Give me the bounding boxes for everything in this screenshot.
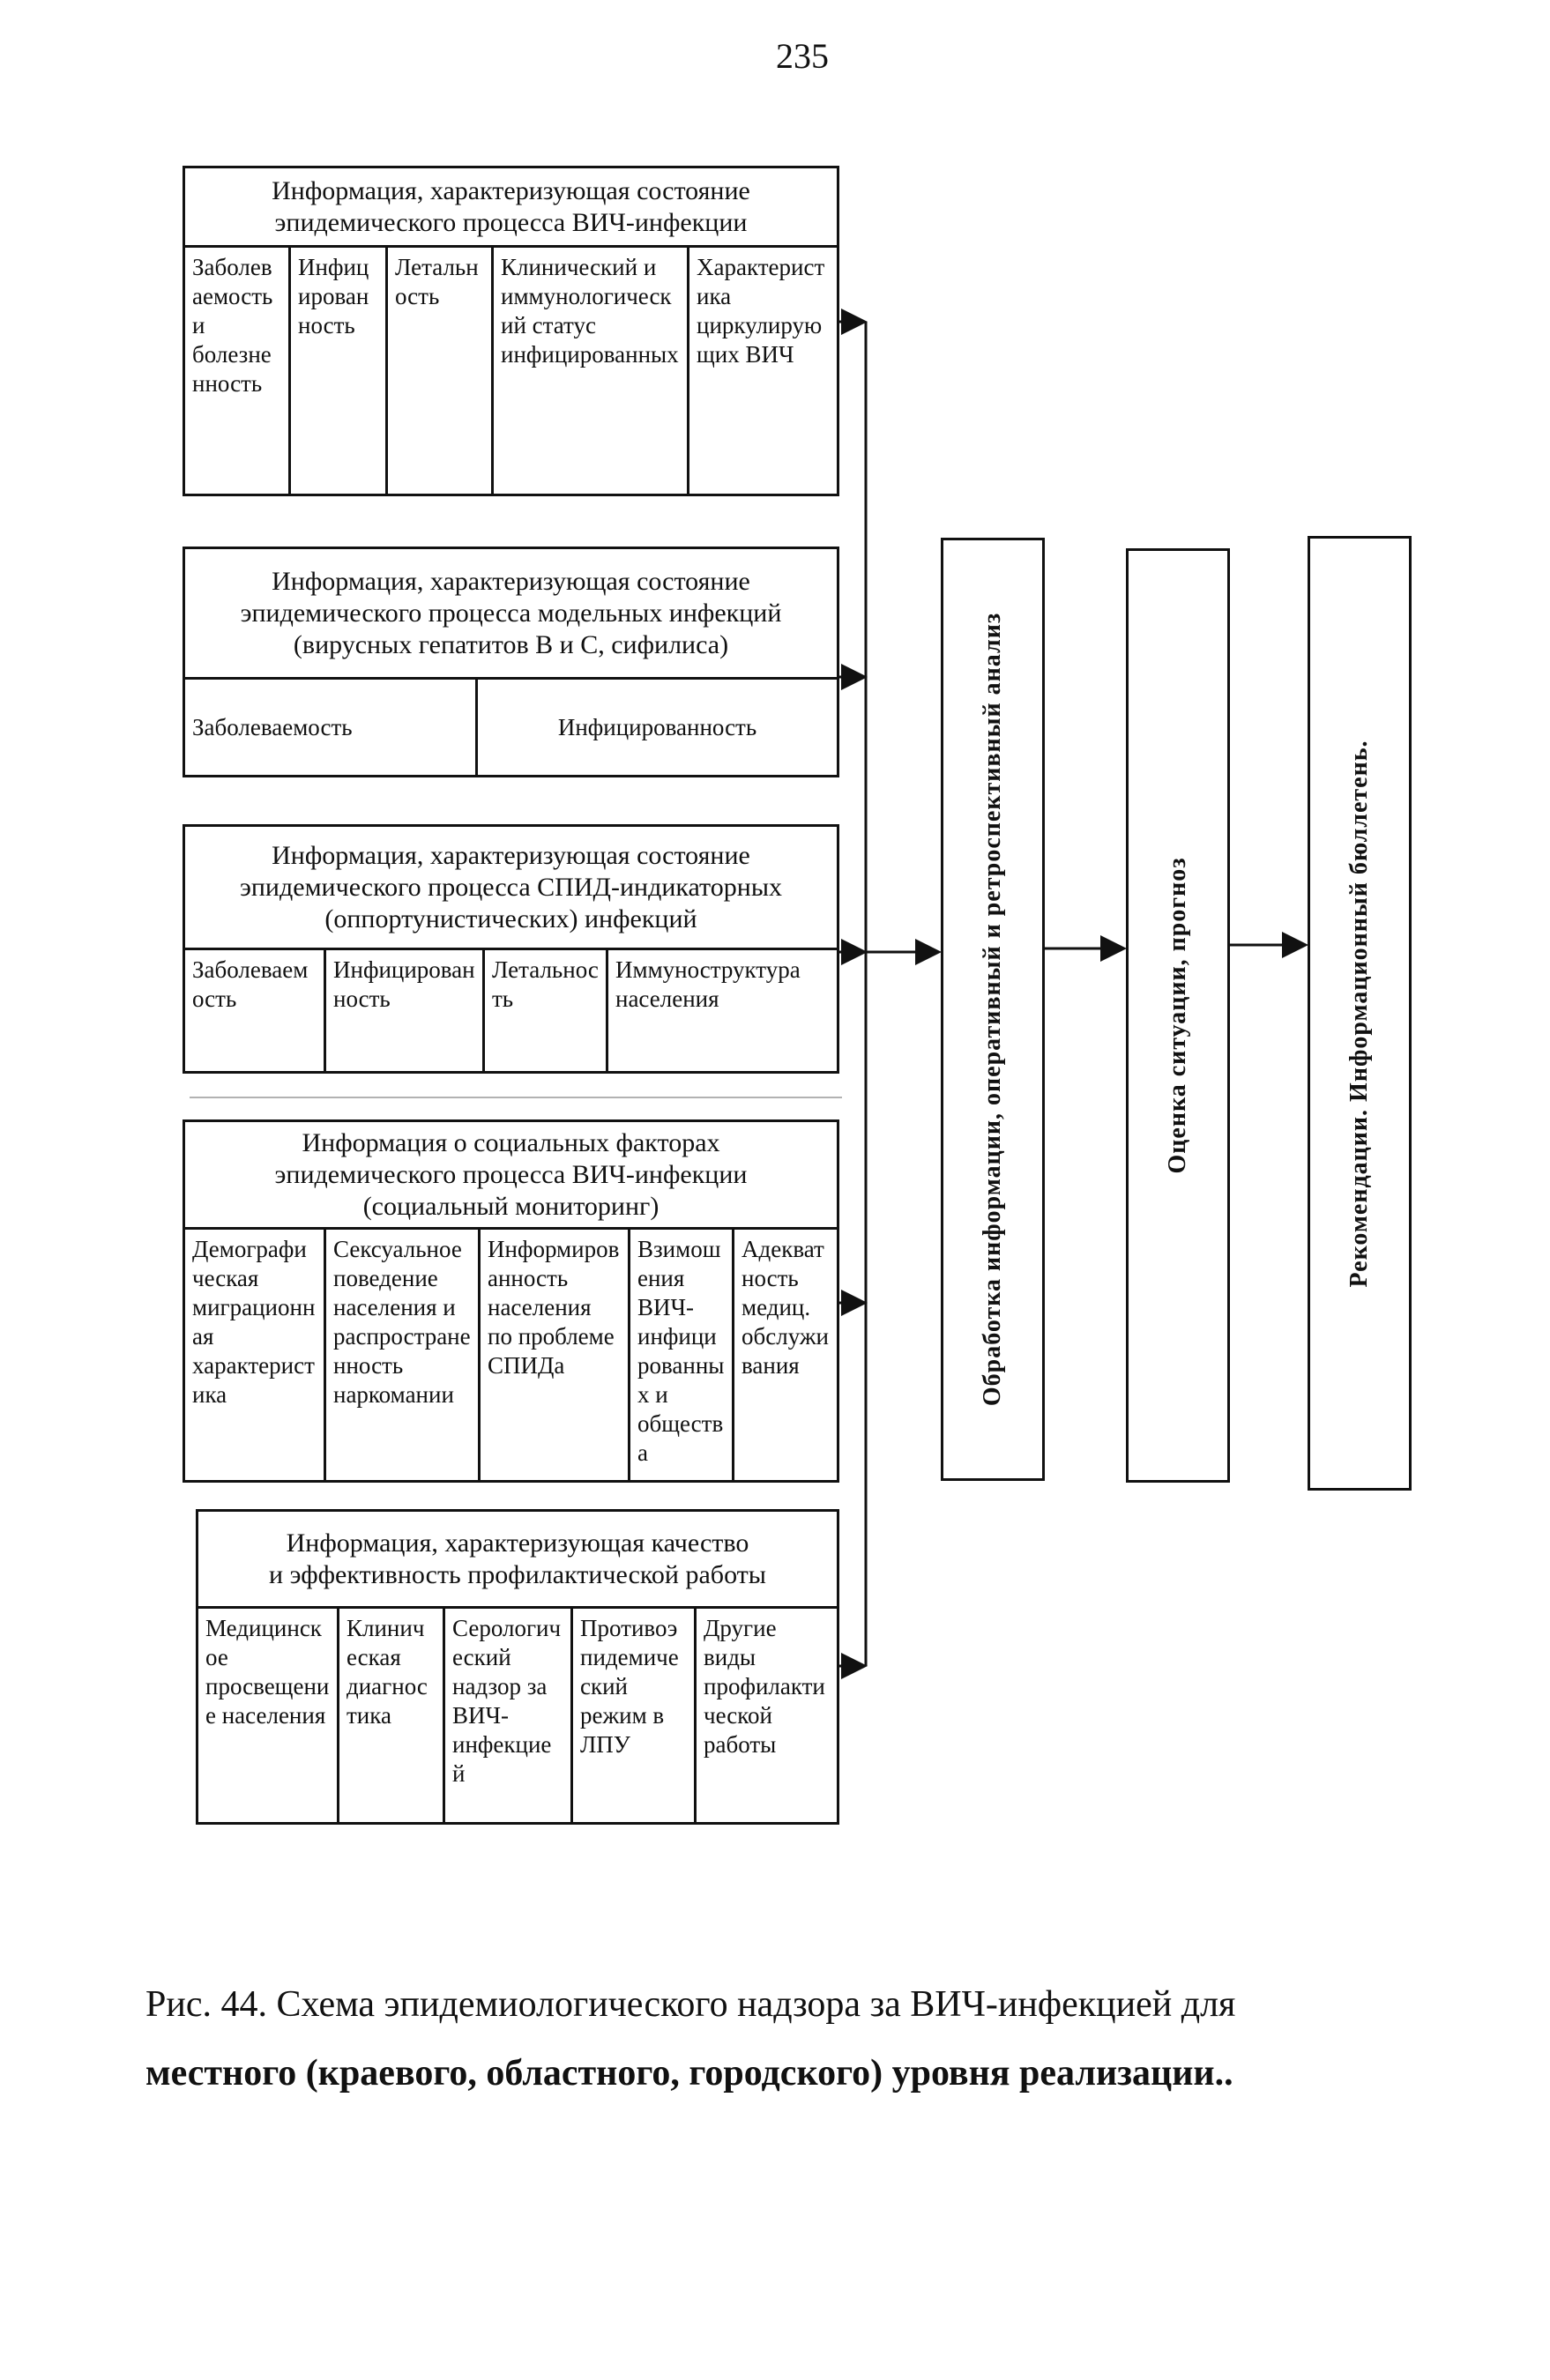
cell-morbidity: Заболеваемость и болезненность	[185, 248, 291, 494]
header-line: Информация, характеризующая состояние	[272, 566, 750, 596]
cell-other-prevention: Другие виды профилактической работы	[704, 1615, 825, 1758]
stage-label: Оценка ситуации, прогноз	[1164, 857, 1191, 1174]
header-line: (вирусных гепатитов В и С, сифилиса)	[293, 629, 729, 659]
header-line: эпидемического процесса СПИД-индикаторных	[240, 872, 782, 902]
figure-caption	[145, 1970, 1415, 2108]
cell-demographics: Демографическая миграционная характеристика	[185, 1230, 326, 1480]
cell-awareness: Информированность населения по проблеме СПИДа	[481, 1230, 630, 1480]
cell-serological-surveillance: Серологический надзор за ВИЧ-инфекцией	[445, 1609, 573, 1822]
cell-mortality: Летальность	[388, 248, 494, 494]
stage-label: Обработка информации, оперативный и ретроспективный анализ	[979, 612, 1006, 1407]
cell-infection-rate: Инфицированность	[557, 713, 757, 740]
header-line: Информация, характеризующая состояние	[272, 840, 750, 870]
cell-hiv-characteristics: Характеристика циркулирующих ВИЧ	[697, 254, 825, 368]
caption-line: местного (краевого, областного, городского) уровня реализации..	[145, 2053, 1233, 2094]
cell-morbidity: Заболеваемость	[185, 950, 326, 1071]
cell-mortality: Летальность	[485, 950, 608, 1071]
header-line: Информация, характеризующая состояние	[272, 175, 750, 205]
header-line: эпидемического процесса ВИЧ-инфекции	[274, 207, 748, 237]
cell-clinical-status: Клинический и иммунологический статус инфицированных	[494, 248, 689, 494]
stage-label: Рекомендации. Информационный бюллетень.	[1345, 739, 1373, 1288]
header-line: Информация, характеризующая качество	[286, 1528, 749, 1558]
cell-medical-adequacy: Адекватность медиц. обслуживания	[741, 1236, 829, 1379]
cell-health-education: Медицинское просвещение населения	[198, 1609, 339, 1822]
cell-infection-rate: Инфицированность	[326, 950, 485, 1071]
page-number: 235	[776, 36, 829, 76]
header-line: (социальный мониторинг)	[362, 1191, 659, 1221]
header-line: и эффективность профилактической работы	[269, 1559, 766, 1589]
cell-infection-rate: Инфицированность	[291, 248, 388, 494]
header-line: эпидемического процесса модельных инфекций	[240, 598, 782, 628]
header-line: Информация о социальных факторах	[302, 1127, 720, 1157]
header-line: (оппортунистических) инфекций	[324, 904, 697, 933]
header-line: эпидемического процесса ВИЧ-инфекции	[274, 1159, 748, 1189]
cell-immune-structure: Иммуноструктура населения	[615, 956, 801, 1012]
cell-sexual-behavior: Сексуальное поведение населения и распространенность наркомании	[326, 1230, 481, 1480]
cell-hospital-regime: Противоэпидемический режим в ЛПУ	[573, 1609, 697, 1822]
caption-line: Рис. 44. Схема эпидемиологического надзора за ВИЧ-инфекцией для	[145, 1984, 1236, 2025]
cell-clinical-diagnostics: Клиническая диагностика	[339, 1609, 445, 1822]
cell-relations: Взимошения ВИЧ-инфицированных и общества	[630, 1230, 734, 1480]
cell-morbidity: Заболеваемость	[185, 680, 478, 775]
